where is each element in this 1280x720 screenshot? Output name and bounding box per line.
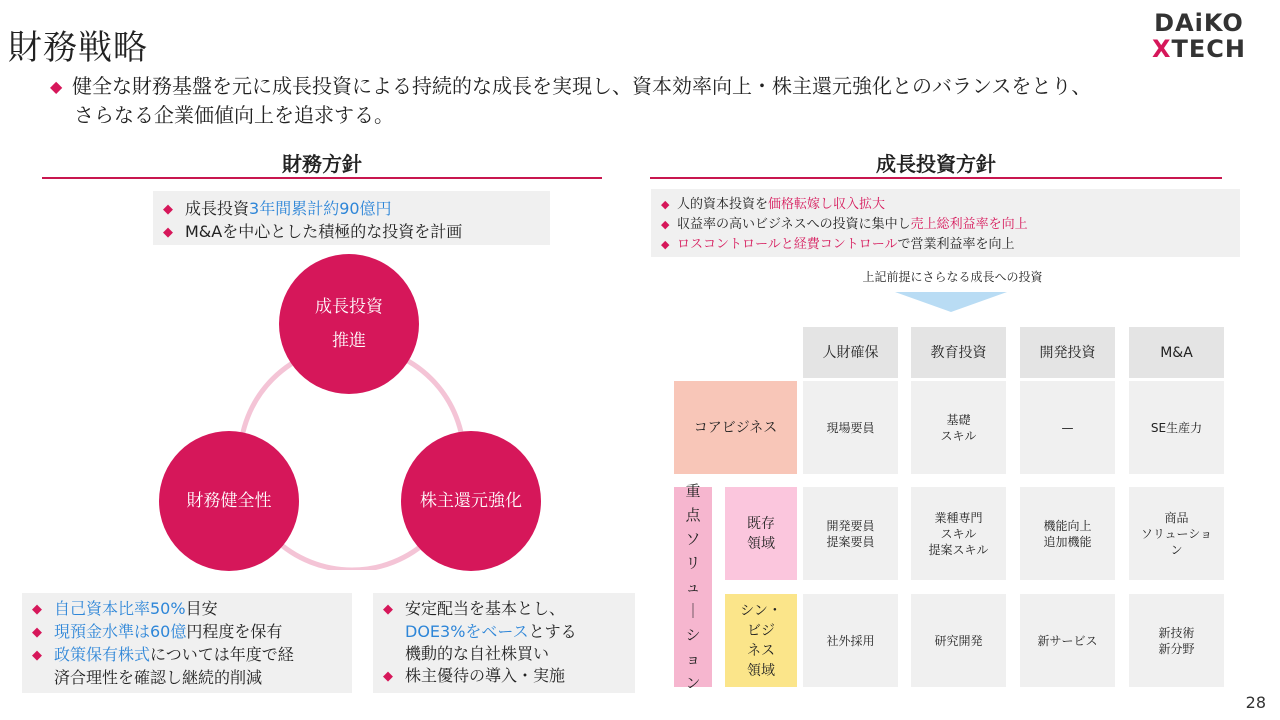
- diamond-bullet-icon: ◆: [50, 77, 63, 96]
- diamond-bullet-icon: ◆: [383, 669, 393, 684]
- table-cell: —: [1020, 381, 1115, 474]
- lead-line1: 健全な財務基盤を元に成長投資による持続的な成長を実現し、資本効率向上・株主還元強化とのバランスをとり、: [72, 74, 1092, 98]
- return-item-cont: 機動的な自社株買い: [405, 644, 550, 663]
- lead-statement: [50, 72, 1260, 129]
- logo-line2: [1144, 36, 1254, 62]
- diamond-bullet-icon: ◆: [32, 648, 42, 663]
- header-education: 教育投資: [911, 327, 1006, 378]
- topbox-item: ◆ M&Aを中心とした積極的な投資を計画: [153, 221, 550, 244]
- growth-policy-box: [651, 189, 1240, 257]
- table-cell: 機能向上 追加機能: [1020, 487, 1115, 580]
- return-item-cont: DOE3%をベースとする: [405, 622, 577, 641]
- return-item: ◆ 安定配当を基本とし、: [383, 598, 635, 621]
- logo-x-mark: X: [1152, 35, 1172, 63]
- row-label-existing: 既存 領域: [725, 487, 797, 580]
- header-ma: M&A: [1129, 327, 1224, 378]
- table-cell: 基礎 スキル: [911, 381, 1006, 474]
- diamond-bullet-icon: ◆: [661, 218, 670, 231]
- diamond-bullet-icon: ◆: [661, 238, 670, 251]
- diamond-bullet-icon: ◆: [163, 202, 173, 217]
- diamond-bullet-icon: ◆: [32, 602, 42, 617]
- logo-line1: DAiKO: [1154, 9, 1244, 37]
- diamond-bullet-icon: ◆: [383, 602, 393, 617]
- table-cell: 新技術 新分野: [1129, 594, 1224, 687]
- diamond-bullet-icon: ◆: [163, 225, 173, 240]
- soundness-item: ◆ 現預金水準は60億円程度を保有: [32, 621, 352, 644]
- soundness-item: ◆ 自己資本比率50%目安: [32, 598, 352, 621]
- table-cell: 商品 ソリューショ ン: [1129, 487, 1224, 580]
- topbox-item: ◆ 成長投資3年間累計約90億円: [153, 191, 550, 221]
- page-number: 28: [1245, 693, 1266, 712]
- header-talent: 人財確保: [803, 327, 898, 378]
- growth-investment-box: [153, 191, 550, 245]
- table-cell: 開発要員 提案要員: [803, 487, 898, 580]
- financial-soundness-circle: 財務健全性: [159, 431, 299, 571]
- down-arrow-icon: [895, 290, 1007, 314]
- logo-tech: TECH: [1171, 35, 1246, 63]
- financial-soundness-box: [22, 593, 352, 693]
- lead-line2: さらなる企業価値向上を追求する。: [74, 103, 394, 127]
- growth-investment-circle: 成長投資 推進: [279, 254, 419, 394]
- soundness-item: ◆ 政策保有株式については年度で経: [32, 644, 352, 667]
- table-cell: 業種専門 スキル 提案スキル: [911, 487, 1006, 580]
- company-logo: [1144, 10, 1254, 62]
- diamond-bullet-icon: ◆: [661, 198, 670, 211]
- table-cell: 研究開発: [911, 594, 1006, 687]
- table-cell: 現場要員: [803, 381, 898, 474]
- row-label-core: コアビジネス: [674, 381, 797, 474]
- table-cell: 社外採用: [803, 594, 898, 687]
- premise-text: 上記前提にさらなる成長への投資: [862, 270, 1043, 284]
- growth-policy-heading: 成長投資方針: [876, 152, 996, 176]
- policy-item: ◆ ロスコントロールと経費コントロールで営業利益率を向上: [661, 235, 1240, 255]
- return-item: ◆ 株主優待の導入・実施: [383, 665, 635, 688]
- finance-policy-heading: 財務方針: [282, 152, 362, 176]
- policy-item: ◆ 収益率の高いビジネスへの投資に集中し売上総利益率を向上: [661, 215, 1240, 235]
- row-label-new-business: シン・ ビジ ネス 領域: [725, 594, 797, 687]
- page-title: 財務戦略: [8, 28, 148, 68]
- row-group-label-focus-solutions: 重 点 ソ リ ュ ｜ シ ョ ン: [674, 487, 712, 687]
- policy-item: ◆ 人的資本投資を価格転嫁し収入拡大: [661, 195, 1240, 215]
- diamond-bullet-icon: ◆: [32, 625, 42, 640]
- soundness-item-cont: 済合理性を確認し継続的削減: [54, 668, 263, 687]
- shareholder-return-circle: 株主還元強化: [401, 431, 541, 571]
- shareholder-return-box: [373, 593, 635, 693]
- growth-policy-rule: [650, 177, 1222, 179]
- header-development: 開発投資: [1020, 327, 1115, 378]
- table-cell: 新サービス: [1020, 594, 1115, 687]
- table-cell: SE生産力: [1129, 381, 1224, 474]
- finance-policy-rule: [42, 177, 602, 179]
